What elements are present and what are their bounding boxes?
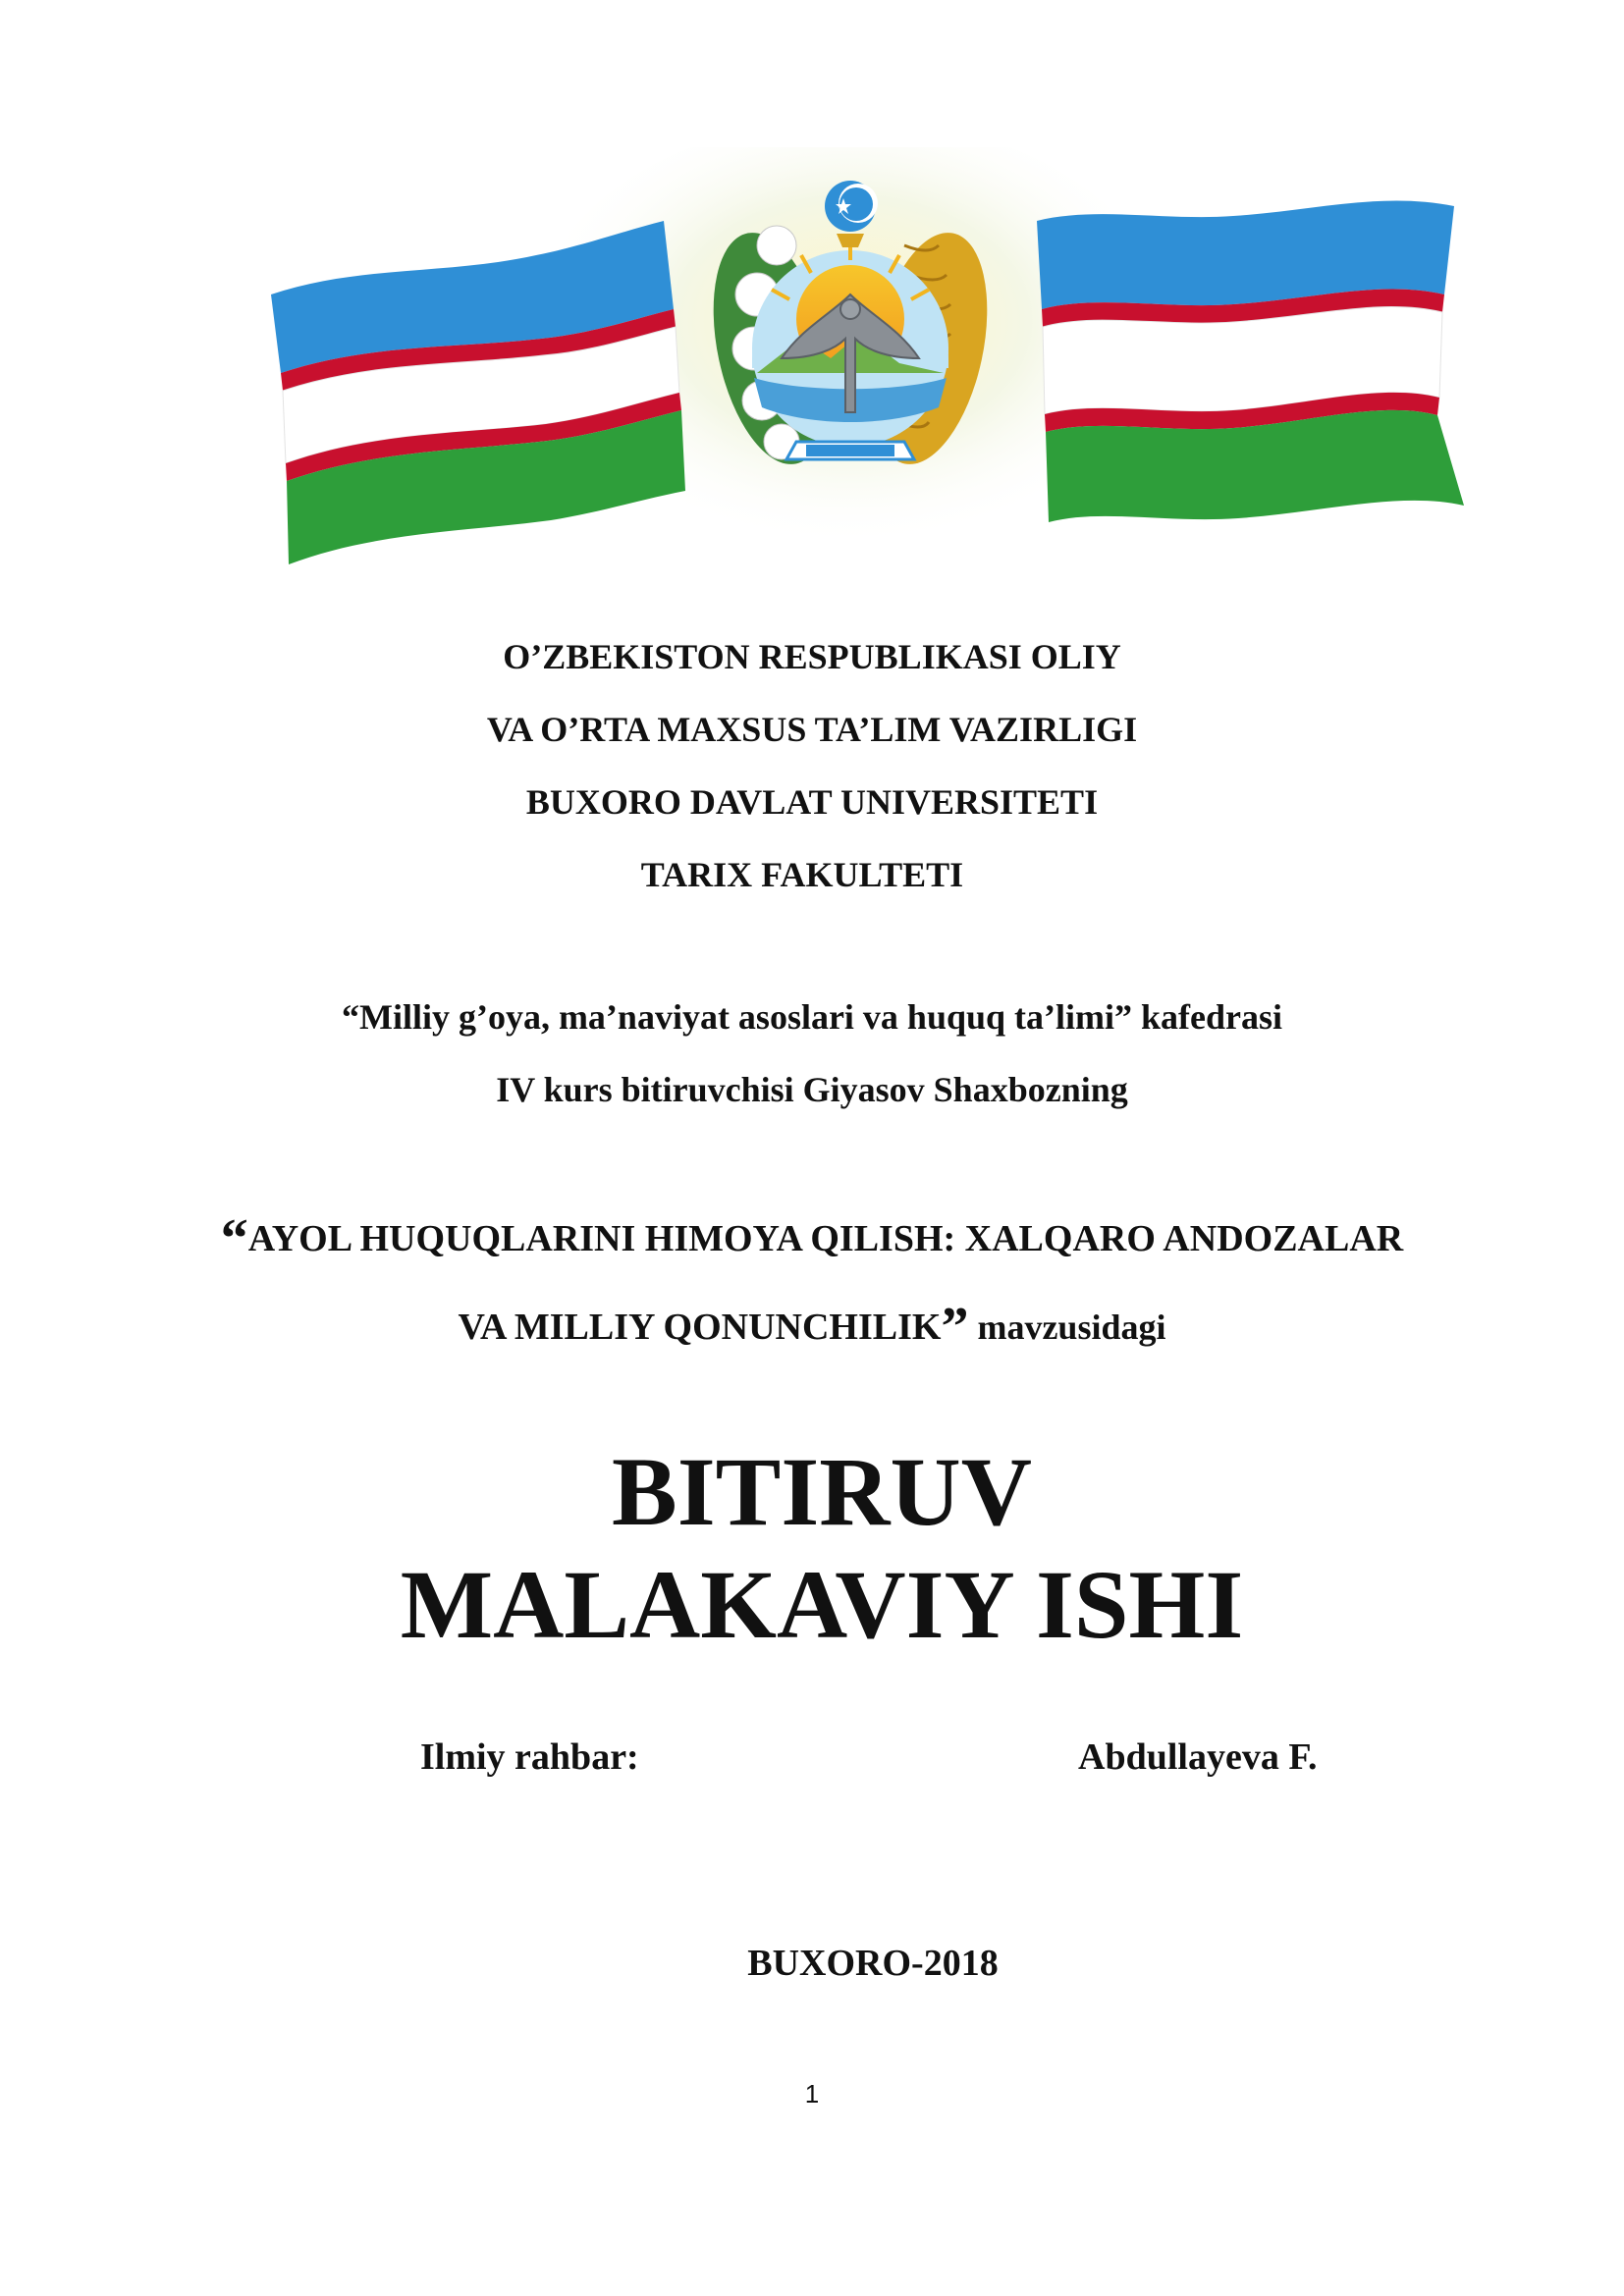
topic-close-quote: ” [941,1297,969,1358]
topic-line-1 [0,1207,1624,1270]
student-line: IV kurs bitiruvchisi Giyasov Shaxbozning [496,1070,1128,1109]
university-name: BUXORO DAVLAT UNIVERSITETI [525,782,1099,822]
page-number: 1 [804,2079,820,2109]
supervisor-label: Ilmiy rahbar: [420,1736,639,1778]
title-line-1: BITIRUV [612,1437,1032,1546]
city-year: BUXORO-2018 [747,1943,999,1984]
topic-open-quote: “ [220,1208,248,1269]
topic-line-2 [0,1296,1624,1359]
uzbekistan-flag-emblem-icon [251,147,1469,594]
department-name: “Milliy g’oya, ma’naviyat asoslari va huquq ta’limi” kafedrasi [341,997,1283,1037]
title-line-2: MALAKAVIY ISHI [400,1550,1244,1659]
topic-text-2: VA MILLIY QONUNCHILIK [458,1307,942,1348]
ministry-line-1: O’ZBEKISTON RESPUBLIKASI OLIY [503,637,1121,676]
topic-suffix: mavzusidagi [968,1308,1166,1347]
flag-emblem-banner [251,147,1469,594]
faculty-name: TARIX FAKULTETI [640,855,964,894]
ministry-line-2: VA O’RTA MAXSUS TA’LIM VAZIRLIGI [486,710,1138,749]
supervisor-name: Abdullayeva F. [1078,1736,1318,1778]
topic-text-1: AYOL HUQUQLARINI HIMOYA QILISH: XALQARO ANDOZALAR [247,1218,1404,1259]
